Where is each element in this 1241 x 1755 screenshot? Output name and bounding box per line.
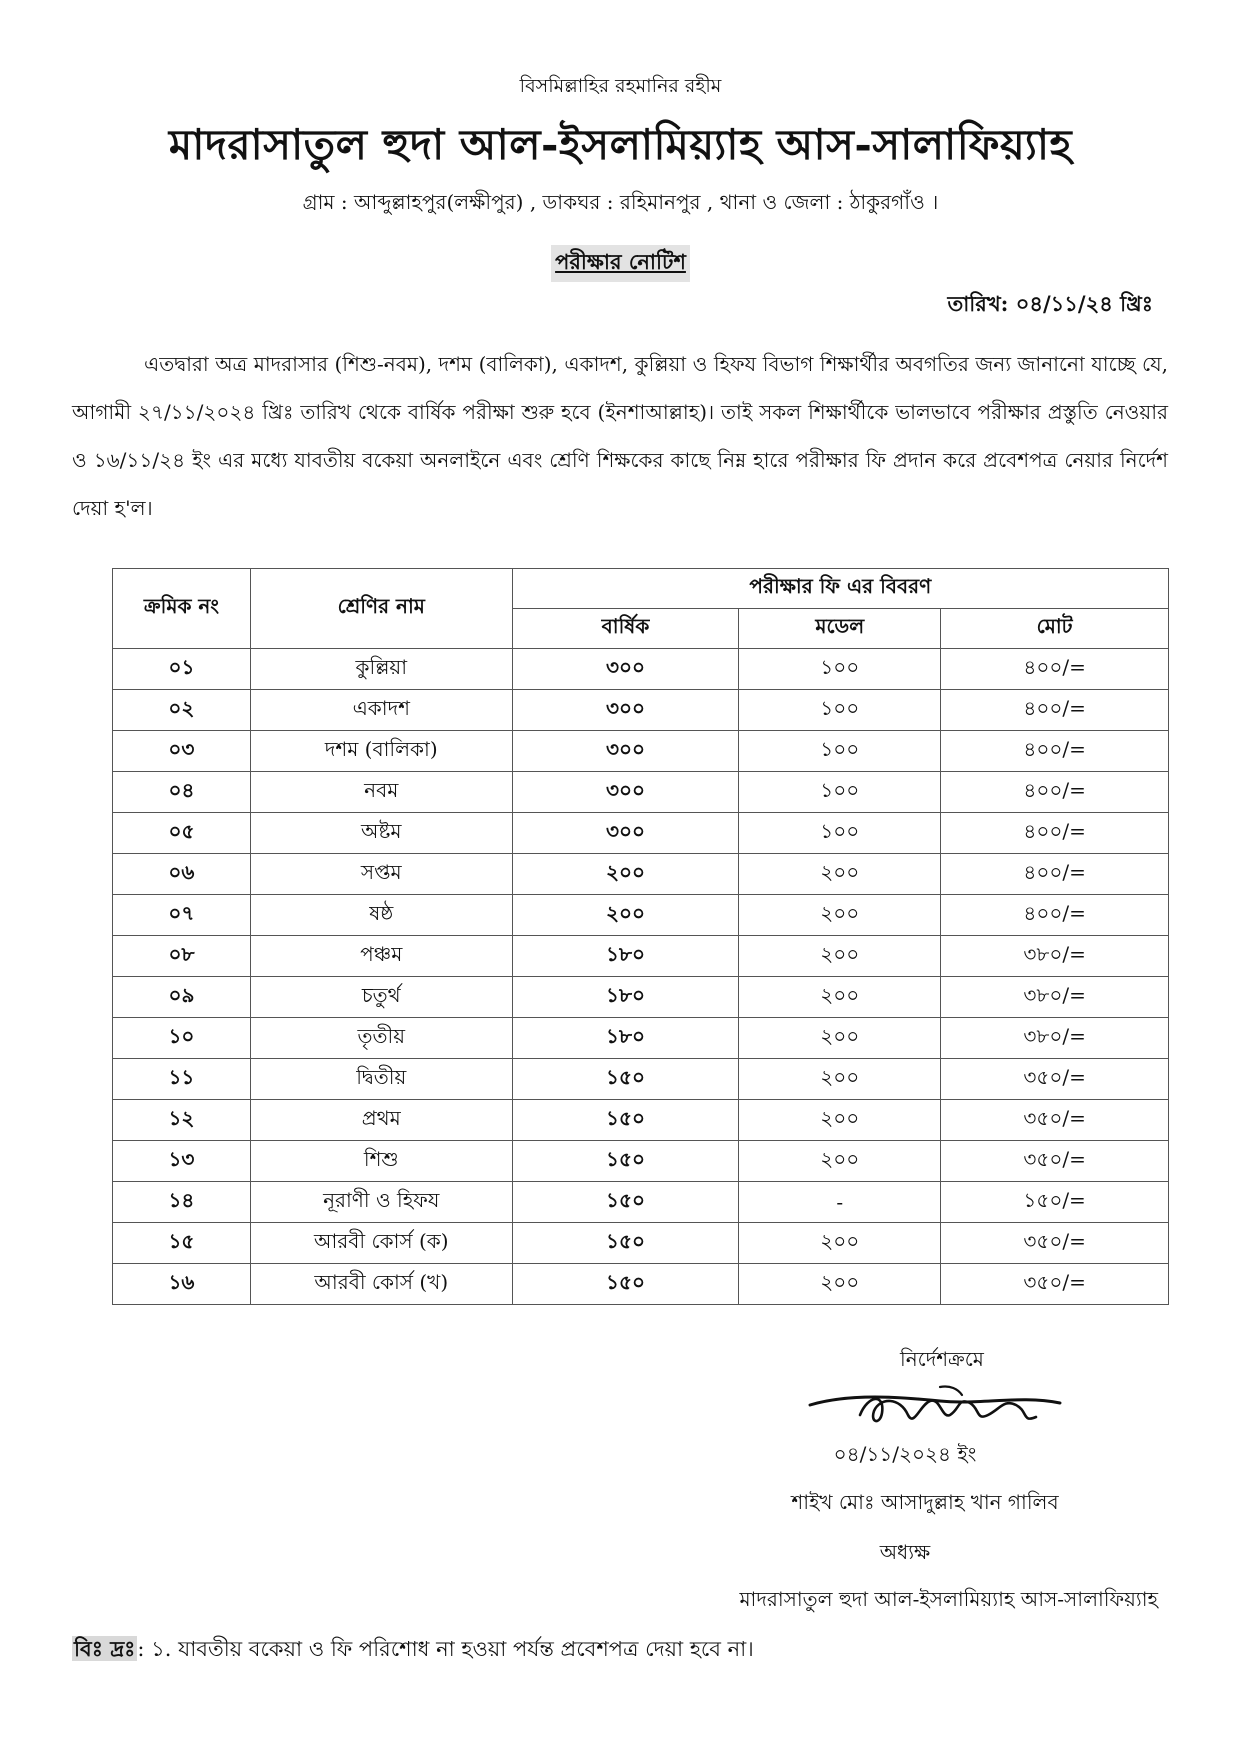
table-row <box>113 1018 1169 1059</box>
cell-class-name: তৃতীয় <box>250 1018 512 1059</box>
cell-class-name: নবম <box>250 772 512 813</box>
header-total: মোট <box>941 609 1169 649</box>
cell-annual: ১৮০ <box>512 1018 739 1059</box>
cell-model: ১০০ <box>739 772 941 813</box>
cell-model: ২০০ <box>739 936 941 977</box>
notice-title-wrapper <box>0 245 1241 282</box>
cell-total: ৩৫০/= <box>941 1223 1169 1264</box>
cell-annual: ২০০ <box>512 854 739 895</box>
handwritten-signature <box>790 1375 1090 1435</box>
cell-annual: ১৫০ <box>512 1182 739 1223</box>
cell-model: ২০০ <box>739 1059 941 1100</box>
cell-annual: ৩০০ <box>512 690 739 731</box>
cell-total: ৩৫০/= <box>941 1059 1169 1100</box>
exam-fee-table <box>112 568 1169 1305</box>
cell-model: - <box>739 1182 941 1223</box>
cell-serial: ০১ <box>113 649 251 690</box>
table-row <box>113 936 1169 977</box>
cell-model: ২০০ <box>739 1141 941 1182</box>
footnote <box>72 1633 754 1668</box>
cell-class-name: শিশু <box>250 1141 512 1182</box>
signatory-name: শাইখ মোঃ আসাদুল্লাহ খান গালিব <box>791 1490 1059 1514</box>
cell-total: ৪০০/= <box>941 854 1169 895</box>
cell-class-name: অষ্টম <box>250 813 512 854</box>
cell-model: ২০০ <box>739 1100 941 1141</box>
footnote-separator: : <box>137 1637 152 1661</box>
cell-model: ২০০ <box>739 1018 941 1059</box>
table-row <box>113 977 1169 1018</box>
cell-class-name: একাদশ <box>250 690 512 731</box>
cell-serial: ০৩ <box>113 731 251 772</box>
header-annual: বার্ষিক <box>512 609 739 649</box>
cell-serial: ০৮ <box>113 936 251 977</box>
cell-serial: ১৪ <box>113 1182 251 1223</box>
table-row <box>113 1223 1169 1264</box>
table-row <box>113 1059 1169 1100</box>
table-row <box>113 854 1169 895</box>
signature-date: ০৪/১১/২০২৪ ইং <box>833 1442 977 1466</box>
cell-class-name: কুল্লিয়া <box>250 649 512 690</box>
cell-serial: ০৯ <box>113 977 251 1018</box>
cell-total: ৩৮০/= <box>941 936 1169 977</box>
notice-date: তারিখ: ০৪/১১/২৪ খ্রিঃ <box>947 291 1153 316</box>
cell-total: ৪০০/= <box>941 690 1169 731</box>
institution-title: মাদরাসাতুল হুদা আল-ইসলামিয়্যাহ আস-সালাফিয়্যাহ <box>168 120 1073 169</box>
cell-annual: ১৮০ <box>512 977 739 1018</box>
cell-annual: ১৫০ <box>512 1100 739 1141</box>
cell-serial: ১১ <box>113 1059 251 1100</box>
table-row <box>113 1100 1169 1141</box>
cell-class-name: পঞ্চম <box>250 936 512 977</box>
signatory-organization: মাদরাসাতুল হুদা আল-ইসলামিয়্যাহ আস-সালাফিয়্যাহ <box>739 1587 1158 1611</box>
table-row <box>113 1182 1169 1223</box>
bismillah-line: বিসমিল্লাহির রহমানির রহীম <box>519 75 722 97</box>
header-fee-group: পরীক্ষার ফি এর বিবরণ <box>512 569 1168 609</box>
cell-class-name: প্রথম <box>250 1100 512 1141</box>
table-row <box>113 690 1169 731</box>
cell-serial: ০৫ <box>113 813 251 854</box>
cell-total: ৩৫০/= <box>941 1100 1169 1141</box>
cell-model: ২০০ <box>739 854 941 895</box>
cell-total: ৪০০/= <box>941 731 1169 772</box>
cell-serial: ১২ <box>113 1100 251 1141</box>
cell-model: ২০০ <box>739 895 941 936</box>
table-row <box>113 649 1169 690</box>
table-row <box>113 1141 1169 1182</box>
table-row <box>113 895 1169 936</box>
cell-class-name: ষষ্ঠ <box>250 895 512 936</box>
cell-serial: ০৪ <box>113 772 251 813</box>
notice-body-text: এতদ্বারা অত্র মাদরাসার (শিশু-নবম), দশম (বালিকা), একাদশ, কুল্লিয়া ও হিফয বিভাগ শিক্ষার্থীর অবগতির জন্য জানানো যাচ্ছে যে, আগামী ২৭/১১/২০২৪ খ্রিঃ তারিখ থেকে বার্ষিক পরীক্ষা শুরু হবে (ইনশাআল্লাহ)। তাই সকল শিক্ষার্থীকে ভালভাবে পরীক্ষার প্রস্তুতি নেওয়ার ও ১৬/১১/২৪ ইং এর মধ্যে যাবতীয় বকেয়া অনলাইনে এবং শ্রেণি শিক্ষকের কাছে নিম্ন হারে পরীক্ষার ফি প্রদান করে প্রবেশপত্র নেয়ার নির্দেশ দেয়া হ'ল। <box>72 352 1168 520</box>
signatory-role: অধ্যক্ষ <box>879 1540 931 1564</box>
cell-serial: ১৫ <box>113 1223 251 1264</box>
cell-serial: ১৬ <box>113 1264 251 1305</box>
footnote-text: ১. যাবতীয় বকেয়া ও ফি পরিশোধ না হওয়া পর্যন্ত প্রবেশপত্র দেয়া হবে না। <box>151 1637 754 1661</box>
cell-total: ৩৮০/= <box>941 1018 1169 1059</box>
cell-annual: ১৫০ <box>512 1223 739 1264</box>
cell-total: ৪০০/= <box>941 895 1169 936</box>
cell-annual: ১৫০ <box>512 1141 739 1182</box>
header-class-name: শ্রেণির নাম <box>250 569 512 649</box>
cell-total: ৪০০/= <box>941 649 1169 690</box>
cell-serial: ১০ <box>113 1018 251 1059</box>
table-row <box>113 1264 1169 1305</box>
cell-annual: ৩০০ <box>512 731 739 772</box>
cell-total: ৪০০/= <box>941 772 1169 813</box>
cell-total: ৩৮০/= <box>941 977 1169 1018</box>
cell-serial: ০২ <box>113 690 251 731</box>
cell-annual: ১৮০ <box>512 936 739 977</box>
cell-annual: ১৫০ <box>512 1264 739 1305</box>
cell-class-name: আরবী কোর্স (খ) <box>250 1264 512 1305</box>
cell-total: ১৫০/= <box>941 1182 1169 1223</box>
cell-model: ১০০ <box>739 690 941 731</box>
cell-model: ২০০ <box>739 1264 941 1305</box>
notice-title: পরীক্ষার নোটিশ <box>551 245 690 282</box>
signature-directive: নির্দেশক্রমে <box>900 1347 984 1371</box>
institution-address: গ্রাম : আব্দুল্লাহপুর(লক্ষীপুর) , ডাকঘর : রহিমানপুর , থানা ও জেলা : ঠাকুরগাঁও । <box>302 190 939 214</box>
cell-annual: ৩০০ <box>512 772 739 813</box>
cell-total: ৩৫০/= <box>941 1141 1169 1182</box>
cell-class-name: নূরাণী ও হিফয <box>250 1182 512 1223</box>
cell-annual: ৩০০ <box>512 649 739 690</box>
cell-class-name: দশম (বালিকা) <box>250 731 512 772</box>
table-row <box>113 772 1169 813</box>
notice-body <box>72 340 1168 532</box>
cell-total: ৪০০/= <box>941 813 1169 854</box>
cell-serial: ১৩ <box>113 1141 251 1182</box>
cell-serial: ০৬ <box>113 854 251 895</box>
cell-model: ১০০ <box>739 649 941 690</box>
cell-annual: ৩০০ <box>512 813 739 854</box>
footnote-label: বিঃ দ্রঃ <box>74 1636 136 1661</box>
cell-total: ৩৫০/= <box>941 1264 1169 1305</box>
cell-model: ২০০ <box>739 1223 941 1264</box>
cell-class-name: সপ্তম <box>250 854 512 895</box>
cell-model: ১০০ <box>739 813 941 854</box>
cell-class-name: আরবী কোর্স (ক) <box>250 1223 512 1264</box>
cell-model: ২০০ <box>739 977 941 1018</box>
table-row <box>113 731 1169 772</box>
cell-annual: ২০০ <box>512 895 739 936</box>
cell-serial: ০৭ <box>113 895 251 936</box>
cell-class-name: চতুর্থ <box>250 977 512 1018</box>
header-model: মডেল <box>739 609 941 649</box>
header-serial: ক্রমিক নং <box>113 569 251 649</box>
cell-annual: ১৫০ <box>512 1059 739 1100</box>
table-row <box>113 813 1169 854</box>
cell-model: ১০০ <box>739 731 941 772</box>
cell-class-name: দ্বিতীয় <box>250 1059 512 1100</box>
